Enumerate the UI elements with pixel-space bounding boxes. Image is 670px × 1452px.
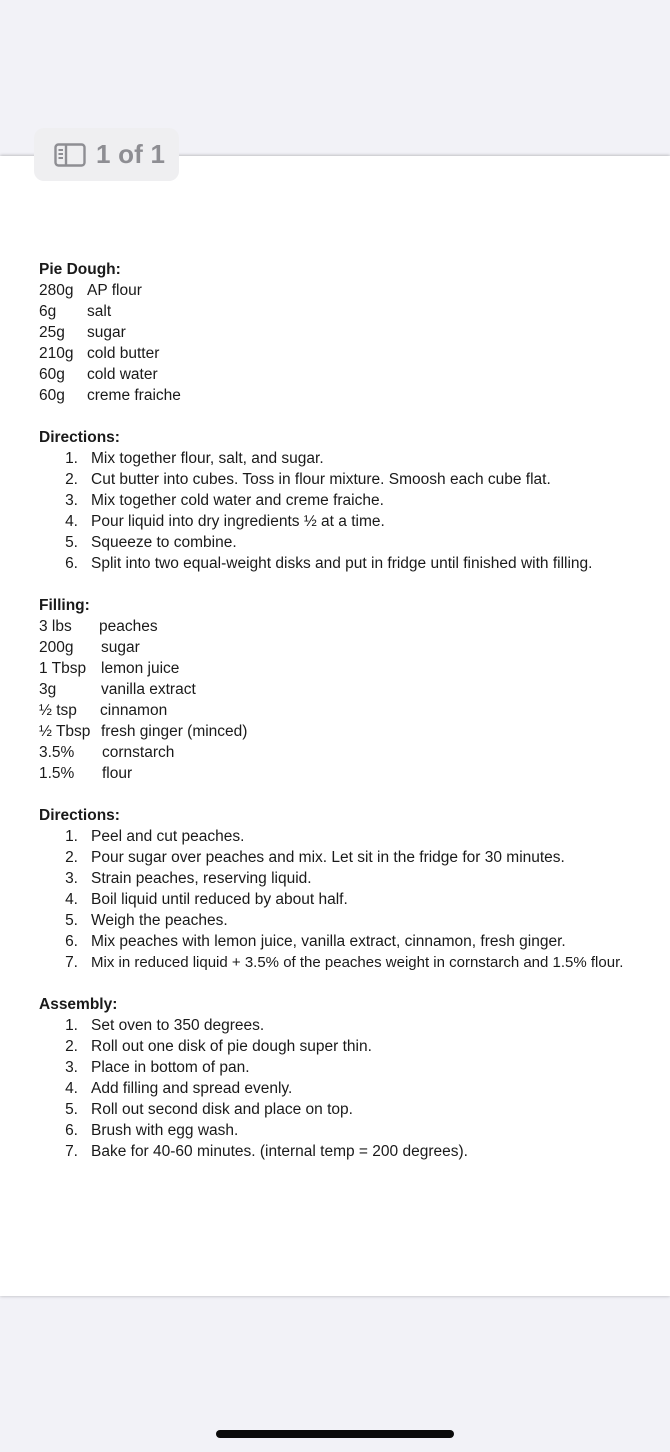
filling-directions-heading: Directions: <box>39 807 120 824</box>
step-number: 1. <box>65 450 78 467</box>
step-number: 4. <box>65 513 78 530</box>
page-count-label: 1 of 1 <box>96 139 166 169</box>
ingredient-row <box>39 658 670 679</box>
step-number: 2. <box>65 1038 78 1055</box>
ingredient-qty: 1 Tbsp <box>39 660 87 677</box>
step-number: 4. <box>65 891 78 908</box>
ingredient-qty: ½ Tbsp <box>39 723 91 740</box>
direction-step <box>39 1057 670 1078</box>
direction-step <box>39 931 670 952</box>
ingredient-qty: ½ tsp <box>39 702 77 719</box>
direction-step <box>39 952 670 973</box>
pie-dough-heading: Pie Dough: <box>39 261 121 278</box>
direction-step <box>39 532 670 553</box>
step-text: Place in bottom of pan. <box>91 1059 250 1076</box>
ingredient-name: cold butter <box>87 345 160 362</box>
step-number: 7. <box>65 954 78 971</box>
step-text: Strain peaches, reserving liquid. <box>91 870 312 887</box>
ingredient-row <box>39 637 670 658</box>
ingredient-row <box>39 301 670 322</box>
step-number: 3. <box>65 492 78 509</box>
ingredient-name: flour <box>102 765 133 782</box>
ingredient-row <box>39 322 670 343</box>
step-number: 3. <box>65 1059 78 1076</box>
direction-step <box>39 1120 670 1141</box>
step-text: Brush with egg wash. <box>91 1122 239 1139</box>
ingredient-name: fresh ginger (minced) <box>101 723 248 740</box>
step-number: 6. <box>65 555 78 572</box>
step-number: 5. <box>65 1101 78 1118</box>
step-text: Boil liquid until reduced by about half. <box>91 891 348 908</box>
direction-step <box>39 1141 670 1162</box>
step-number: 4. <box>65 1080 78 1097</box>
step-number: 3. <box>65 870 78 887</box>
ingredient-row <box>39 763 670 784</box>
home-indicator[interactable] <box>216 1430 454 1438</box>
ingredient-qty: 3.5% <box>39 744 75 761</box>
ingredient-qty: 200g <box>39 639 74 656</box>
direction-step <box>39 1099 670 1120</box>
step-text: Pour liquid into dry ingredients ½ at a time. <box>91 513 385 530</box>
section-spacer <box>39 973 670 994</box>
step-number: 2. <box>65 471 78 488</box>
ingredient-qty: 6g <box>39 303 57 320</box>
direction-step <box>39 490 670 511</box>
ingredient-name: lemon juice <box>101 660 180 677</box>
ingredient-name: AP flour <box>87 282 142 299</box>
step-number: 2. <box>65 849 78 866</box>
dough-directions-heading: Directions: <box>39 429 120 446</box>
ingredient-name: cinnamon <box>100 702 168 719</box>
document-page[interactable] <box>0 156 670 1296</box>
ingredient-name: vanilla extract <box>101 681 196 698</box>
direction-step <box>39 889 670 910</box>
assembly-heading: Assembly: <box>39 996 118 1013</box>
step-number: 6. <box>65 1122 78 1139</box>
ingredient-qty: 210g <box>39 345 74 362</box>
step-number: 5. <box>65 912 78 929</box>
ingredient-qty: 3g <box>39 681 57 698</box>
step-number: 7. <box>65 1143 78 1160</box>
direction-step <box>39 469 670 490</box>
ingredient-row <box>39 280 670 301</box>
step-number: 1. <box>65 1017 78 1034</box>
filling-heading: Filling: <box>39 597 90 614</box>
ingredient-row <box>39 343 670 364</box>
ingredient-name: cold water <box>87 366 158 383</box>
step-text: Peel and cut peaches. <box>91 828 245 845</box>
direction-step <box>39 826 670 847</box>
direction-step <box>39 1078 670 1099</box>
page-indicator[interactable] <box>34 128 179 181</box>
ingredient-row <box>39 679 670 700</box>
sidebar-icon <box>54 143 86 167</box>
ingredient-qty: 60g <box>39 387 65 404</box>
recipe-document <box>39 259 670 1162</box>
step-text: Add filling and spread evenly. <box>91 1080 293 1097</box>
ingredient-row <box>39 385 670 406</box>
section-spacer <box>39 406 670 427</box>
step-text: Mix together flour, salt, and sugar. <box>91 450 324 467</box>
ingredient-qty: 3 lbs <box>39 618 72 635</box>
step-text: Mix in reduced liquid + 3.5% of the peaches weight in cornstarch and 1.5% flour. <box>91 954 624 971</box>
ingredient-qty: 25g <box>39 324 65 341</box>
ingredient-row <box>39 616 670 637</box>
direction-step <box>39 553 670 574</box>
ingredient-name: cornstarch <box>102 744 175 761</box>
ingredient-qty: 280g <box>39 282 74 299</box>
step-text: Set oven to 350 degrees. <box>91 1017 265 1034</box>
ingredient-name: peaches <box>99 618 158 635</box>
ingredient-name: salt <box>87 303 112 320</box>
ingredient-row <box>39 700 670 721</box>
step-text: Cut butter into cubes. Toss in flour mixture. Smoosh each cube flat. <box>91 471 551 488</box>
ingredient-name: sugar <box>87 324 126 341</box>
ingredient-row <box>39 742 670 763</box>
step-text: Mix peaches with lemon juice, vanilla extract, cinnamon, fresh ginger. <box>91 933 566 950</box>
direction-step <box>39 910 670 931</box>
section-spacer <box>39 574 670 595</box>
step-text: Mix together cold water and creme fraiche. <box>91 492 384 509</box>
ingredient-name: creme fraiche <box>87 387 181 404</box>
direction-step <box>39 868 670 889</box>
direction-step <box>39 448 670 469</box>
step-number: 1. <box>65 828 78 845</box>
step-text: Weigh the peaches. <box>91 912 228 929</box>
ingredient-row <box>39 721 670 742</box>
section-spacer <box>39 784 670 805</box>
direction-step <box>39 511 670 532</box>
step-text: Roll out one disk of pie dough super thin. <box>91 1038 372 1055</box>
direction-step <box>39 1036 670 1057</box>
step-text: Pour sugar over peaches and mix. Let sit in the fridge for 30 minutes. <box>91 849 565 866</box>
step-text: Split into two equal-weight disks and put in fridge until finished with filling. <box>91 555 593 572</box>
step-number: 6. <box>65 933 78 950</box>
step-text: Bake for 40-60 minutes. (internal temp = 200 degrees). <box>91 1143 468 1160</box>
step-text: Squeeze to combine. <box>91 534 237 551</box>
ingredient-name: sugar <box>101 639 140 656</box>
direction-step <box>39 1015 670 1036</box>
ingredient-row <box>39 364 670 385</box>
ingredient-qty: 1.5% <box>39 765 75 782</box>
ingredient-qty: 60g <box>39 366 65 383</box>
step-number: 5. <box>65 534 78 551</box>
direction-step <box>39 847 670 868</box>
step-text: Roll out second disk and place on top. <box>91 1101 353 1118</box>
